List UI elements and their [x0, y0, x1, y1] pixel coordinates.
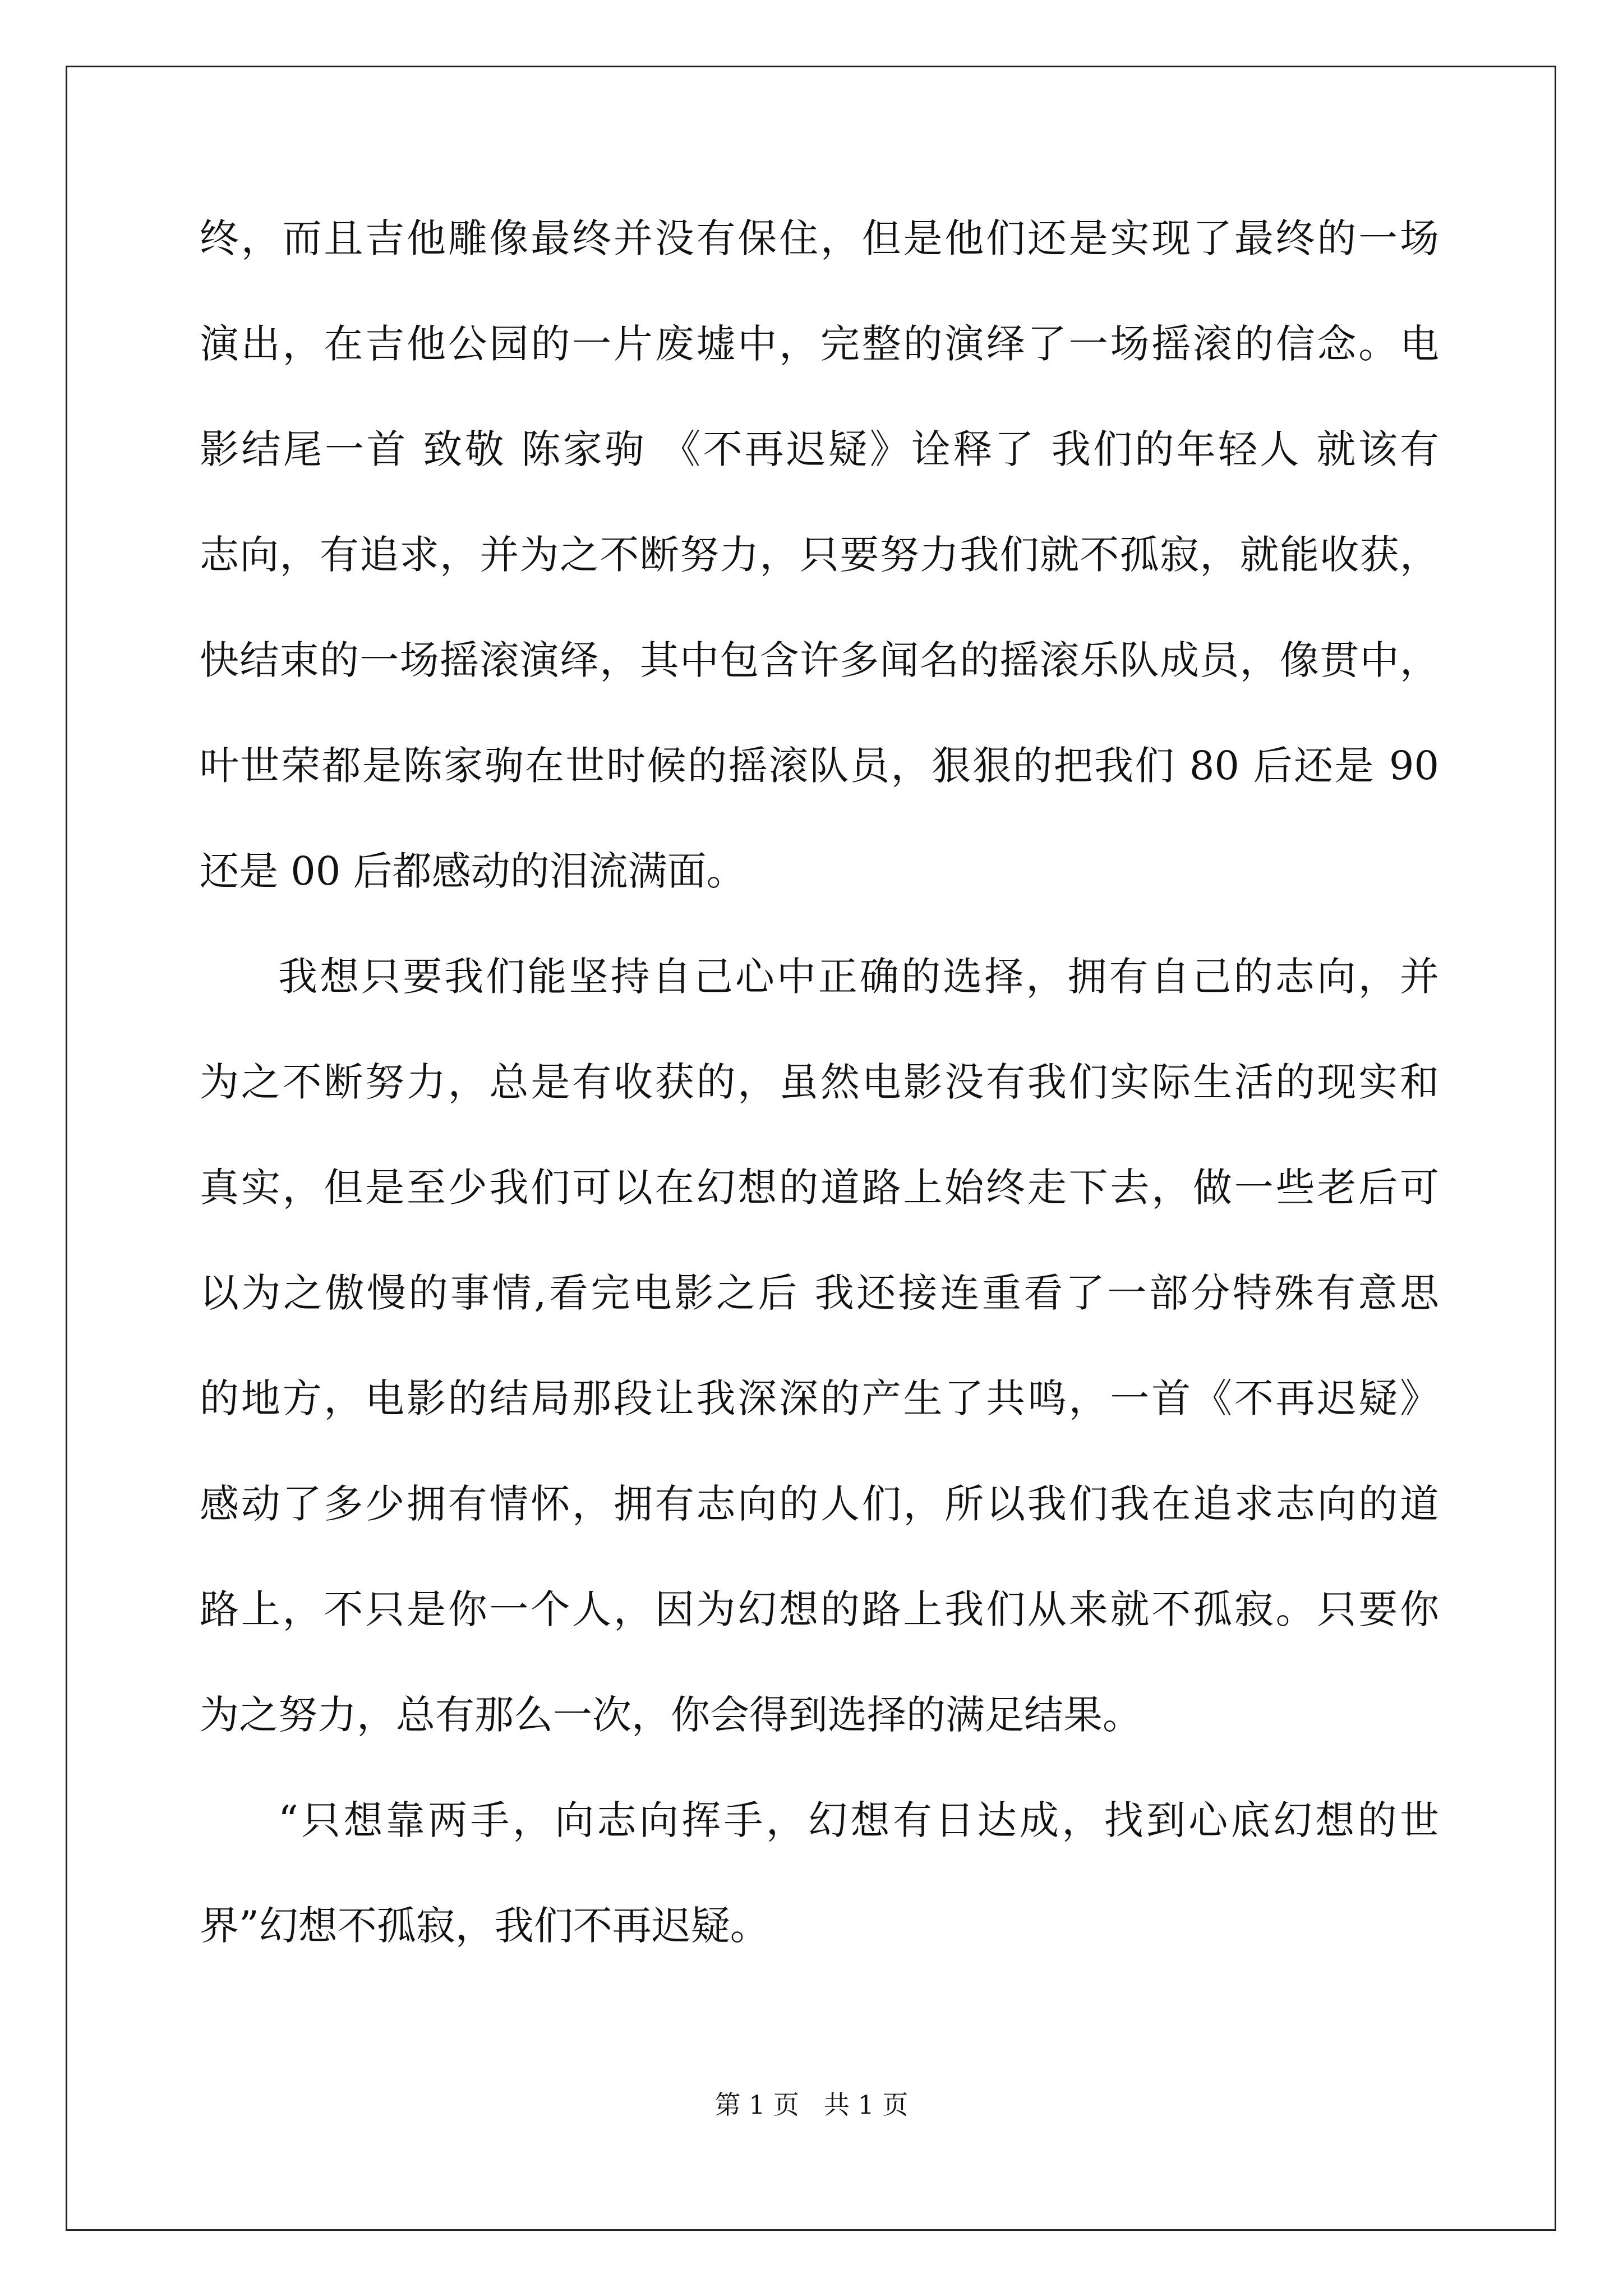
text-line: 真实，但是至少我们可以在幻想的道路上始终走下去，做一些老后可 — [200, 1165, 1439, 1211]
page-number-footer: 第 1 页 共 1 页 — [714, 2090, 909, 2120]
text-line: 为之努力，总有那么一次，你会得到选择的满足结果。 — [200, 1692, 1142, 1738]
text-line: 终，而且吉他雕像最终并没有保住，但是他们还是实现了最终的一场 — [200, 215, 1439, 261]
text-line: 还是 00 后都感动的泪流满面。 — [200, 848, 746, 894]
text-line: 快结束的一场摇滚演绎，其中包含许多闻名的摇滚乐队成员，像贯中， — [200, 637, 1439, 683]
text-line: 路上，不只是你一个人，因为幻想的路上我们从来就不孤寂。只要你 — [200, 1586, 1439, 1632]
text-line: 演出，在吉他公园的一片废墟中，完整的演绎了一场摇滚的信念。电 — [200, 321, 1439, 367]
paragraph-first-line: “只想靠两手，向志向挥手，幻想有日达成，找到心底幻想的世 — [278, 1797, 1439, 1843]
text-line: 为之不断努力，总是有收获的，虽然电影没有我们实际生活的现实和 — [200, 1059, 1439, 1105]
text-line: 志向，有追求，并为之不断努力，只要努力我们就不孤寂，就能收获， — [200, 532, 1439, 578]
text-line: 感动了多少拥有情怀，拥有志向的人们，所以我们我在追求志向的道 — [200, 1481, 1439, 1527]
text-line: 的地方，电影的结局那段让我深深的产生了共鸣，一首《不再迟疑》 — [200, 1375, 1439, 1421]
text-line: 叶世荣都是陈家驹在世时候的摇滚队员，狠狠的把我们 80 后还是 90 — [200, 743, 1439, 789]
text-line: 以为之傲慢的事情,看完电影之后 我还接连重看了一部分特殊有意思 — [200, 1270, 1439, 1316]
text-line: 影结尾一首 致敬 陈家驹 《不再迟疑》诠释了 我们的年轻人 就该有 — [200, 426, 1439, 472]
text-line: 界”幻想不孤寂，我们不再迟疑。 — [200, 1903, 769, 1949]
paragraph-first-line: 我想只要我们能坚持自己心中正确的选择，拥有自己的志向，并 — [278, 954, 1439, 1000]
